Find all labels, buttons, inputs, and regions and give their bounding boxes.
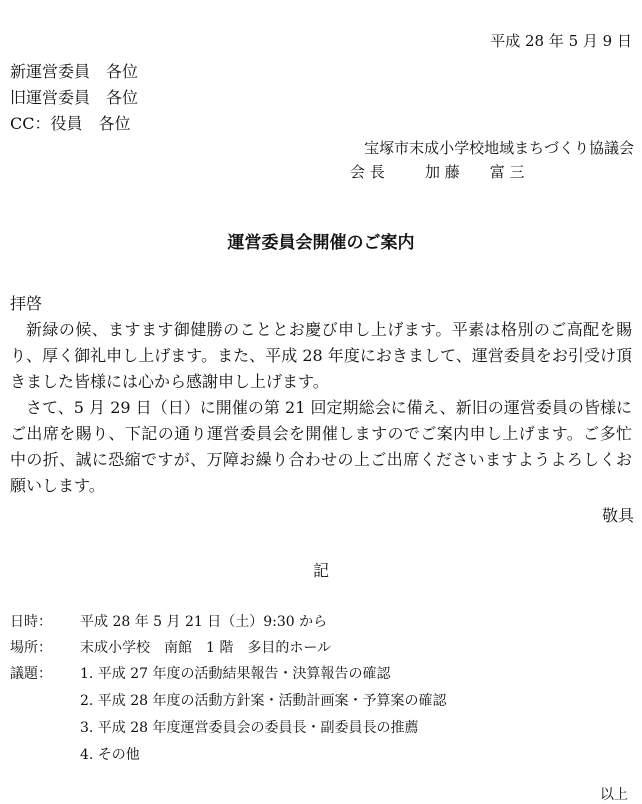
place-label: 場所： bbox=[10, 640, 52, 656]
letter-body bbox=[10, 317, 632, 499]
document-title: 運営委員会開催のご案内 bbox=[227, 233, 415, 253]
body-paragraph-1: 新緑の候、ますます御健勝のこととお慶び申し上げます。平素は格別のご高配を賜り、厚く御礼申し上げます。また、平成 28 年度におきまして、運営委員をお引受け頂きました皆様には心から感謝申し上げます。 bbox=[10, 320, 632, 391]
datetime-value: 平成 28 年 5 月 21 日（土）9:30 から bbox=[80, 614, 328, 630]
agenda-label: 議題： bbox=[10, 666, 52, 682]
sender-line bbox=[350, 161, 525, 182]
greeting: 拝啓 bbox=[10, 294, 43, 313]
sender-name: 加 藤 富 三 bbox=[425, 163, 525, 181]
recipient-new-committee: 新運営委員 各位 bbox=[10, 62, 139, 81]
agenda-label-row bbox=[10, 663, 80, 683]
recipient-old-committee: 旧運営委員 各位 bbox=[10, 88, 139, 107]
agenda-item: 2. 平成 28 年度の活動方針案・活動計画案・予算案の確認 bbox=[80, 693, 447, 709]
sender-title: 会 長 bbox=[350, 163, 385, 181]
document-date: 平成 28 年 5 月 9 日 bbox=[490, 32, 632, 50]
agenda-item: 4. その他 bbox=[80, 747, 140, 763]
agenda-item: 1. 平成 27 年度の活動結果報告・決算報告の確認 bbox=[80, 666, 391, 682]
place-value: 末成小学校 南館 1 階 多目的ホール bbox=[80, 640, 332, 656]
sender-organization: 宝塚市末成小学校地域まちづくり協議会 bbox=[364, 139, 634, 157]
agenda-item: 3. 平成 28 年度運営委員会の委員長・副委員長の推薦 bbox=[80, 720, 419, 736]
datetime-row bbox=[10, 611, 327, 631]
trailing-mark: 以上 bbox=[600, 787, 628, 803]
body-paragraph-2: さて、5 月 29 日（日）に開催の第 21 回定期総会に備え、新旧の運営委員の皆様にご出席を賜り、下記の通り運営委員会を開催しますのでご案内申し上げます。ご多忙中の折、誠に恐縮ですが、万障お繰り合わせの上ご出席くださいますようよろしくお願いします。 bbox=[10, 398, 632, 495]
place-row bbox=[10, 637, 331, 657]
recipient-cc-officers: CC：役員 各位 bbox=[10, 114, 131, 133]
ki-heading: 記 bbox=[312, 561, 329, 580]
closing: 敬具 bbox=[601, 506, 634, 525]
datetime-label: 日時： bbox=[10, 614, 52, 630]
